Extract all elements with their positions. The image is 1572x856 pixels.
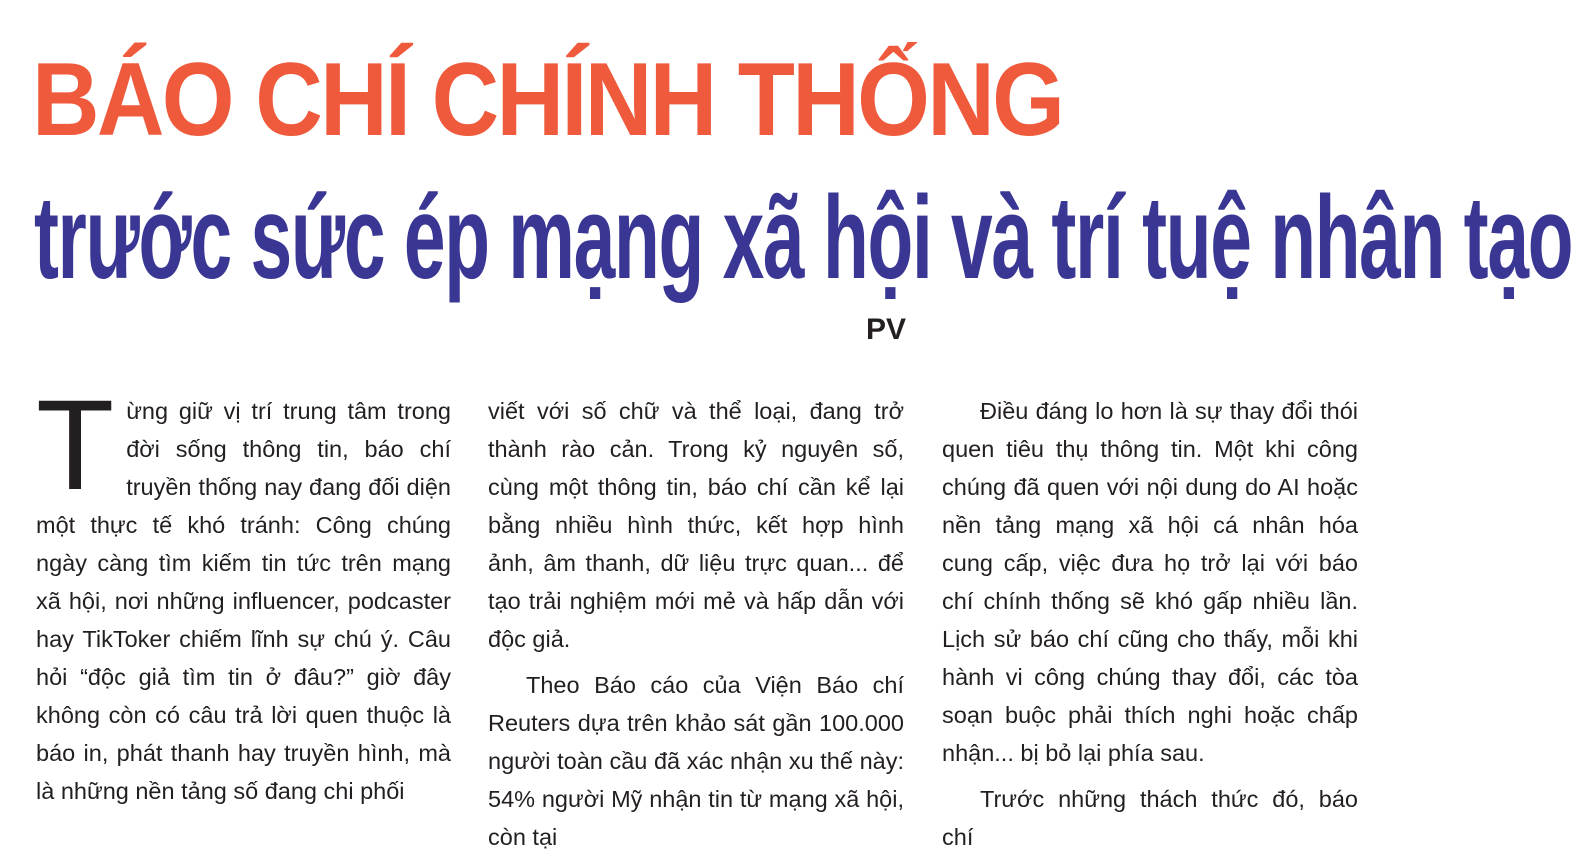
paragraph: viết với số chữ và thể loại, đang trở thành rào cản. Trong kỷ nguyên số, cùng một thông tin, báo chí cần kể lại bằng nhiều hình thức, kết hợp hình ảnh, âm thanh, dữ liệu trực quan... để tạo trải nghiệm mới mẻ và hấp dẫn với độc giả. — [488, 398, 904, 652]
article-title: BÁO CHÍ CHÍNH THỐNG — [32, 42, 1063, 158]
paragraph: Trước những thách thức đó, báo chí — [942, 786, 1358, 850]
text-column-3 — [942, 392, 1358, 856]
paragraph: Điều đáng lo hơn là sự thay đổi thói quen tiêu thụ thông tin. Một khi công chúng đã quen với nội dung do AI hoặc nền tảng mạng xã hội cá nhân hóa cung cấp, việc đưa họ trở lại với báo chí chính thống sẽ khó gấp nhiều lần. Lịch sử báo chí cũng cho thấy, mỗi khi hành vi công chúng thay đổi, các tòa soạn buộc phải thích nghi hoặc chấp nhận... bị bỏ lại phía sau. — [942, 398, 1358, 766]
drop-cap: T — [36, 374, 115, 517]
article-subtitle: trước sức ép mạng xã hội và trí tuệ nhân tạo — [34, 172, 1572, 304]
text-column-2 — [488, 392, 904, 856]
paragraph — [36, 374, 451, 810]
text-column-1 — [36, 374, 451, 810]
paragraph-text: ừng giữ vị trí trung tâm trong đời sống thông tin, báo chí truyền thống nay đang đối diện một thực tế khó tránh: Công chúng ngày càng tìm kiếm tin tức trên mạng xã hội, nơi những influencer, podcaster hay TikToker chiếm lĩnh sự chú ý. Câu hỏi “độc giả tìm tin ở đâu?” giờ đây không còn có câu trả lời quen thuộc là báo in, phát thanh hay truyền hình, mà là những nền tảng số đang chi phối — [36, 398, 451, 804]
paragraph: Theo Báo cáo của Viện Báo chí Reuters dựa trên khảo sát gần 100.000 người toàn cầu đã xác nhận xu thế này: 54% người Mỹ nhận tin từ mạng xã hội, còn tại — [488, 672, 904, 850]
article-byline: PV — [866, 313, 907, 346]
